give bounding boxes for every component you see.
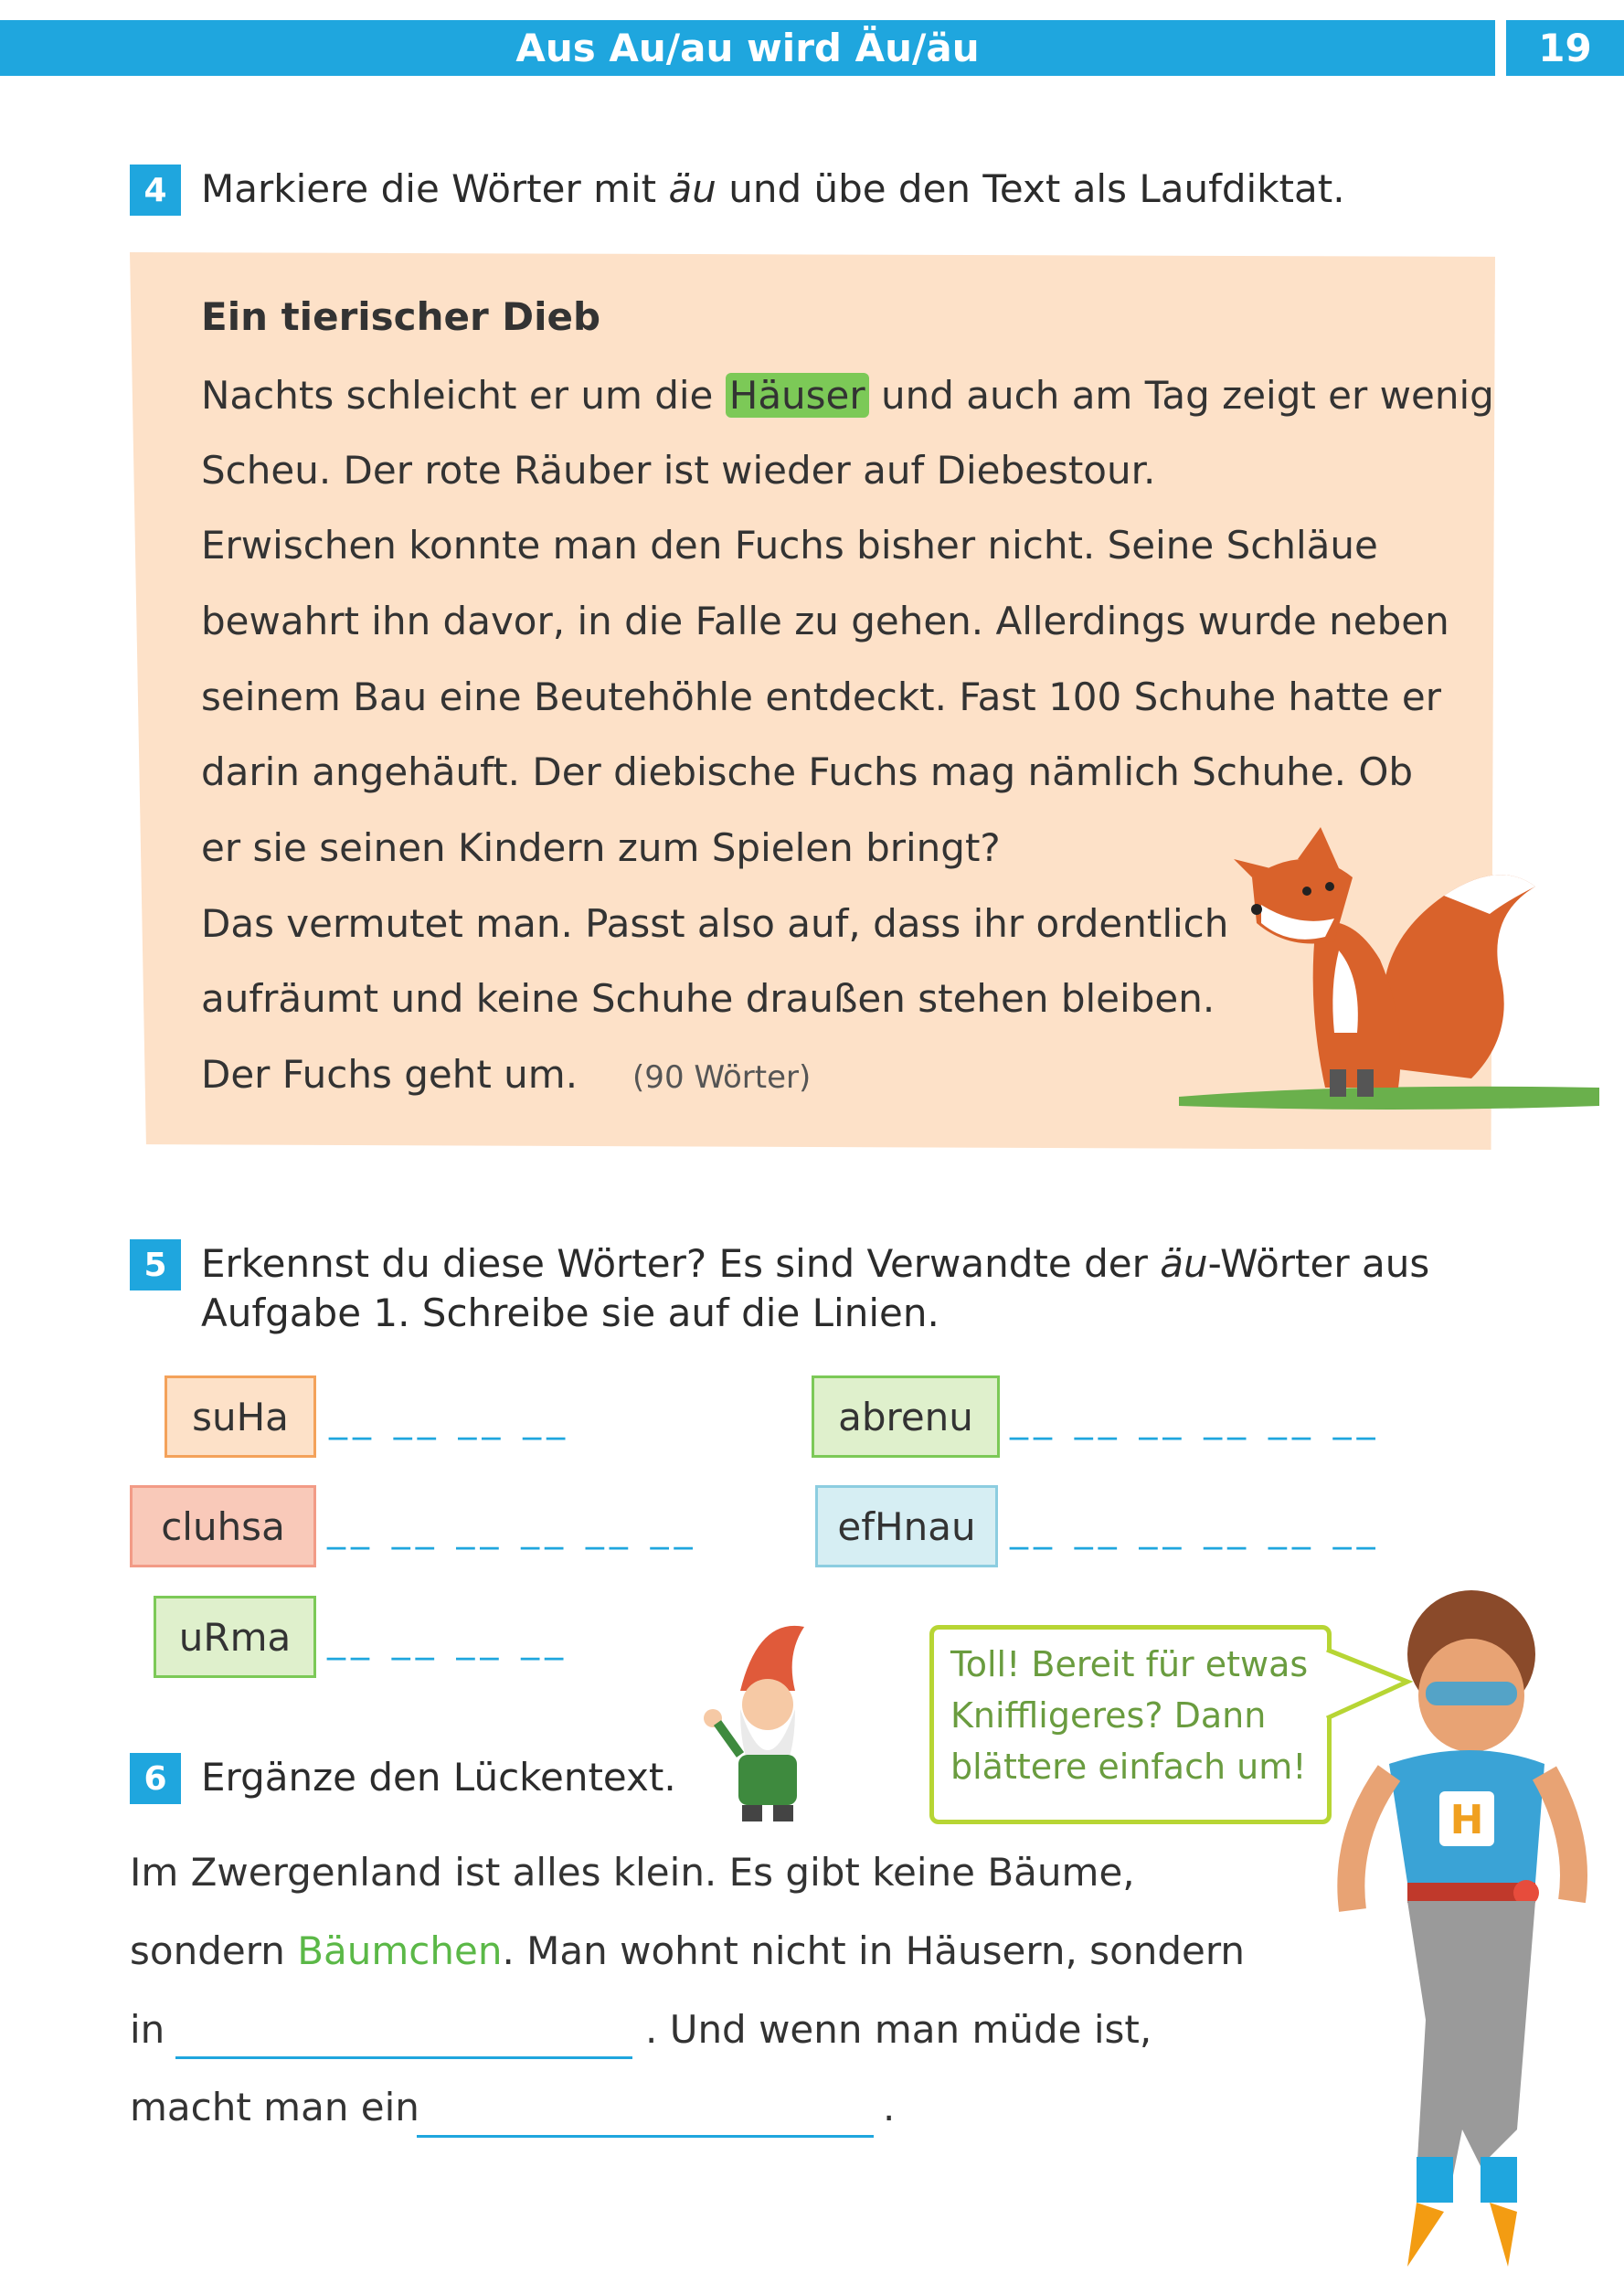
answer-dashes[interactable]: __ __ __ __ [327, 1619, 569, 1661]
cloze-blank-1[interactable] [175, 2056, 632, 2059]
story-line-1-pre: Nachts schleicht er um die [201, 373, 726, 418]
task-6-number: 6 [130, 1753, 181, 1804]
task-4-instruction-rest: und übe den Text als Laufdiktat. [716, 166, 1345, 211]
story-line: darin angehäuft. Der diebische Fuchs mag nämlich Schuhe. Ob [201, 749, 1414, 794]
cloze-line-2-post: . Man wohnt nicht in Häusern, sondern [502, 1928, 1246, 1973]
task-4-instruction [201, 165, 1345, 214]
cloze-line-2-pre: sondern [130, 1928, 298, 1973]
chapter-title: Aus Au/au wird Äu/äu [0, 20, 1495, 76]
hero-illustration [1234, 1581, 1599, 2276]
task-4-instruction-em: äu [668, 166, 716, 211]
task-5-text-line2: Aufgabe 1. Schreibe sie auf die Linien. [201, 1290, 939, 1335]
task-5-text-rest: -Wörter aus [1207, 1241, 1430, 1286]
hero-badge-letter: H [1449, 1797, 1484, 1843]
story-line: Scheu. Der rote Räuber ist wieder auf Diebestour. [201, 448, 1156, 493]
story-line: er sie seinen Kindern zum Spielen bringt? [201, 825, 1001, 870]
answer-dashes[interactable]: __ __ __ __ __ __ [327, 1508, 698, 1550]
story-line: seinem Bau eine Beutehöhle entdeckt. Fast 100 Schuhe hatte er [201, 674, 1441, 719]
speech-line: Toll! Bereit für etwas [950, 1644, 1309, 1684]
cloze-blank-2[interactable] [417, 2135, 874, 2138]
speech-line: Kniffligeres? Dann [950, 1695, 1267, 1736]
scrambled-word-box: suHa [165, 1375, 316, 1458]
task-5-number: 5 [130, 1239, 181, 1290]
highlighted-word: Häuser [726, 373, 869, 418]
speech-line: blättere einfach um! [950, 1747, 1307, 1787]
task-5-instruction [201, 1239, 1429, 1338]
story-last-line [201, 1052, 811, 1097]
story-line: Erwischen konnte man den Fuchs bisher nicht. Seine Schläue [201, 523, 1378, 568]
story-title: Ein tierischer Dieb [201, 294, 601, 339]
story-line: bewahrt ihn davor, in die Falle zu gehen. Allerdings wurde neben [201, 599, 1449, 643]
answer-dashes[interactable]: __ __ __ __ [329, 1398, 571, 1440]
scrambled-word-box: abrenu [812, 1375, 1000, 1458]
cloze-line-2 [130, 1928, 1245, 1973]
cloze-line-3-post: . Und wenn man müde ist, [645, 2007, 1152, 2052]
task-5-text: Erkennst du diese Wörter? Es sind Verwandte der [201, 1241, 1161, 1286]
task-4-instruction-text: Markiere die Wörter mit [201, 166, 669, 211]
cloze-line-1: Im Zwergenland ist alles klein. Es gibt keine Bäume, [130, 1850, 1135, 1895]
story-last-line-text: Der Fuchs geht um. [201, 1052, 578, 1097]
story-line: Das vermutet man. Passt also auf, dass ihr ordentlich [201, 901, 1229, 946]
gnome-illustration [695, 1618, 841, 1828]
fox-illustration [1170, 823, 1608, 1133]
scrambled-word-box: efHnau [815, 1485, 998, 1567]
task-5-em: äu [1160, 1241, 1208, 1286]
answer-dashes[interactable]: __ __ __ __ __ __ [1010, 1398, 1381, 1440]
story-line: aufräumt und keine Schuhe draußen stehen bleiben. [201, 976, 1215, 1021]
scrambled-word-box: cluhsa [130, 1485, 316, 1567]
story-line-1-post: und auch am Tag zeigt er wenig [868, 373, 1494, 418]
cloze-line-3-pre: in [130, 2007, 165, 2052]
scrambled-word-box: uRma [154, 1596, 316, 1678]
task-6-instruction: Ergänze den Lückentext. [201, 1755, 676, 1800]
example-word: Bäumchen [297, 1928, 503, 1973]
cloze-line-4-post: . [883, 2085, 896, 2129]
task-4-number: 4 [130, 165, 181, 216]
page-number: 19 [1506, 20, 1624, 76]
cloze-line-4-pre: macht man ein [130, 2085, 419, 2129]
story-line-1 [201, 373, 1494, 418]
word-count: (90 Wörter) [632, 1059, 812, 1096]
answer-dashes[interactable]: __ __ __ __ __ __ [1010, 1508, 1381, 1550]
